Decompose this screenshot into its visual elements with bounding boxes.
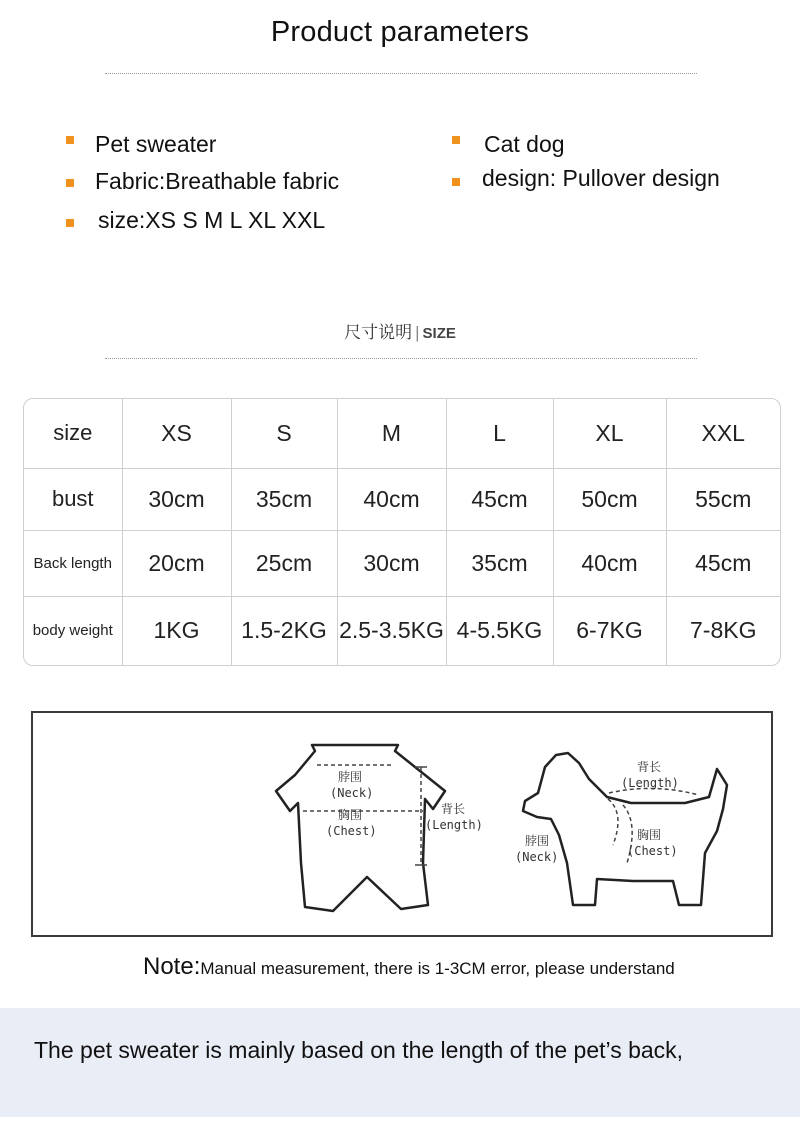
footer-text: The pet sweater is mainly based on the length of the pet’s back, (34, 1037, 684, 1063)
table-row (24, 468, 780, 530)
table-cell: 30cm (122, 468, 231, 530)
table-cell: 40cm (337, 468, 446, 530)
bullet-icon (66, 136, 74, 144)
table-row (24, 530, 780, 596)
table-header-cell: XXL (666, 399, 780, 468)
param-item: design: Pullover design (482, 165, 720, 191)
table-cell: 6-7KG (553, 596, 666, 665)
sweater-neck-en: (Neck) (330, 786, 374, 800)
table-cell: 40cm (553, 530, 666, 596)
dog-length-en: (Length) (621, 776, 679, 790)
sweater-length-cn: 背长 (441, 802, 466, 816)
table-cell: 30cm (337, 530, 446, 596)
sweater-chest-en: (Chest) (326, 824, 377, 838)
param-item: Fabric:Breathable fabric (95, 168, 340, 194)
table-header-cell: M (337, 399, 446, 468)
table-cell: 7-8KG (666, 596, 780, 665)
measurement-diagram (31, 711, 773, 937)
table-header-cell: XL (553, 399, 666, 468)
table-cell: 50cm (553, 468, 666, 530)
table-cell: 20cm (122, 530, 231, 596)
table-row-label: body weight (24, 596, 122, 665)
note-text: Manual measurement, there is 1-3CM error, please understand (200, 959, 675, 978)
size-label-cn: 尺寸说明 (344, 323, 413, 342)
bullet-icon (452, 178, 460, 186)
param-item: Pet sweater (95, 131, 217, 157)
table-header-cell: S (231, 399, 337, 468)
table-cell: 1.5-2KG (231, 596, 337, 665)
dog-neck-en: (Neck) (515, 850, 559, 864)
table-header-row (24, 399, 780, 468)
bullet-icon (66, 219, 74, 227)
table-cell: 2.5-3.5KG (337, 596, 446, 665)
bullet-icon (66, 179, 74, 187)
note-label: Note: (143, 953, 201, 980)
sweater-length-en: (Length) (425, 818, 483, 832)
dog-chest-cn: 胸围 (637, 828, 662, 842)
table-row (24, 596, 780, 665)
page-title: Product parameters (270, 16, 530, 48)
size-table (23, 398, 781, 666)
param-item: Cat dog (484, 131, 565, 157)
table-cell: 35cm (446, 530, 553, 596)
table-row-label: Back length (24, 530, 122, 596)
table-cell: 55cm (666, 468, 780, 530)
table-cell: 25cm (231, 530, 337, 596)
table-cell: 1KG (122, 596, 231, 665)
table-cell: 35cm (231, 468, 337, 530)
measurement-diagram-svg (33, 713, 771, 935)
table-header-cell: L (446, 399, 553, 468)
dog-neck-cn: 脖围 (525, 834, 550, 848)
size-label-separator: | (415, 323, 420, 342)
dog-length-cn: 背长 (637, 760, 662, 774)
size-divider (105, 358, 697, 359)
size-label-en: SIZE (422, 325, 456, 342)
table-row-label: bust (24, 468, 122, 530)
table-cell: 45cm (666, 530, 780, 596)
sweater-chest-cn: 胸围 (338, 808, 363, 822)
bullet-icon (452, 136, 460, 144)
param-item: size:XS S M L XL XXL (98, 207, 326, 233)
table-cell: 45cm (446, 468, 553, 530)
table-header-cell: size (24, 399, 122, 468)
title-divider (105, 73, 697, 74)
sweater-neck-cn: 脖围 (338, 770, 363, 784)
dog-chest-en: (Chest) (627, 844, 678, 858)
table-cell: 4-5.5KG (446, 596, 553, 665)
table-header-cell: XS (122, 399, 231, 468)
size-section-heading (0, 318, 800, 343)
measurement-note (143, 953, 675, 981)
